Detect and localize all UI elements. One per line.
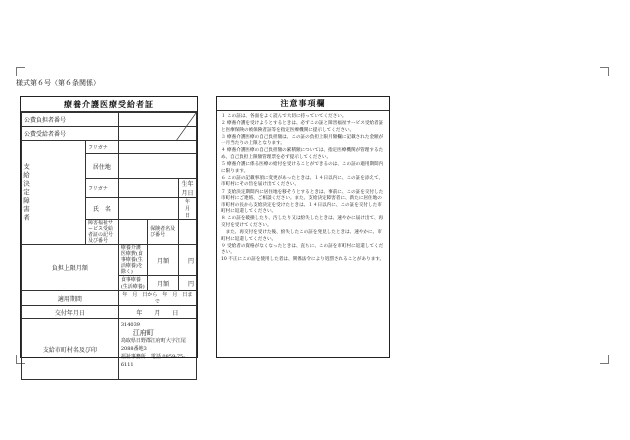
municipality-office: 福祉事務所 電話 0859-75-6111: [120, 354, 185, 368]
furigana2-label: フリガナ: [86, 179, 119, 198]
name-field: [118, 198, 178, 220]
note-item: また、再交付を受けた後、紛失したこの証を発見したときは、速やかに、市町村に返還してください。: [221, 230, 382, 242]
note-item: １ この証は、各面をよく読んで大切に持っていてください。: [221, 114, 347, 119]
crop-mark: [16, 67, 25, 76]
birthdate-label: 生年月日: [179, 179, 197, 198]
municipality-name: 江府町: [132, 329, 154, 337]
note-item: ７ 支給決定期間内に居住地を移そうとするときは、事前に、この証を交付した市町村にご連絡、ご相談ください。また、支給決定障害者に、新たに居住地の市町村の長から支給決定を受けたときは、１４日以内に、この証を交付した市町村に返還してください。: [221, 189, 384, 215]
furigana-field: [118, 141, 196, 154]
municipality-label: 支給市町村名及び印: [22, 319, 119, 380]
disability-id-field: [118, 220, 147, 245]
payer-number-label: 公費負担者番号: [22, 113, 119, 127]
disability-id-label: 障害福祉サービス受給者証の記号及び番号: [86, 220, 119, 245]
medical-fee-label: 療養介護医療費(食事療養(生活療養)を除く): [118, 245, 147, 276]
note-item: ９ 受給者の資格がなくなったときは、直ちに、この証を市町村に返還してください。: [221, 243, 384, 256]
certificate-title: 療養介護医療受給者証: [21, 97, 197, 112]
note-item: ６ この証の記載事項に変更があったときは、１４日以内に、この証を添えて、市町村にその旨を届け出てください。: [221, 175, 384, 188]
insurer-label: 保険者名及び番号: [148, 220, 179, 245]
monthly2-label: 月額: [148, 276, 179, 291]
municipality-address: 鳥取県日野郡江府町大字江尾2088番地3: [120, 338, 186, 352]
yen2-label: 円: [179, 276, 197, 291]
monthly-label: 月額: [148, 245, 179, 276]
certificate-table: [21, 112, 197, 380]
notes-title: 注意事項欄: [217, 97, 389, 111]
note-item: ４ 療養介護医療の自己負担額の累積額については、指定医療機関が管理するため、自己負担上限額管理票を必ず提示してください。: [221, 148, 384, 161]
valid-period-range: 年 月 日から 年 月 日まで: [118, 291, 196, 306]
crop-mark: [600, 355, 609, 364]
meal-fee-label: 食事療養(生活療養): [118, 276, 147, 291]
valid-period-label: 適用期間: [22, 291, 119, 306]
furigana-label: フリガナ: [86, 141, 119, 154]
certificate-card: [20, 96, 198, 368]
issue-date-label: 交付年月日: [22, 306, 119, 319]
birth-ymd: 年 月 日: [179, 198, 197, 220]
insurer-field: [179, 220, 197, 245]
address-field: [118, 154, 196, 179]
address-label: 居住地: [86, 154, 119, 179]
municipality-code: 314039: [120, 322, 140, 328]
note-item: ２ 療養介護を受けようとするときは、必ずこの証と障害福祉サービス受給者証と医療保険の被保険者証等を指定医療機関に提示してください。: [221, 121, 384, 133]
diagonal-line: [176, 113, 196, 141]
recipient-number-label: 公費受給者番号: [22, 127, 119, 141]
issue-date-value: 年 月 日: [118, 306, 196, 319]
notes-card: [216, 96, 390, 358]
form-number: 様式第６号（第６条関係）: [16, 79, 100, 87]
payer-number-field: [118, 113, 196, 127]
furigana2-field: [118, 179, 178, 198]
yen-label: 円: [179, 245, 197, 276]
note-item: ５ 療養介護に係る医療の給付を受けることができるのは、この証の適用期間内に限ります。: [221, 162, 384, 174]
note-item: ３ 療養介護医療の自己負担額は、この証の負担上限月額欄に記載された金額が一月当たりの上限となります。: [221, 134, 384, 147]
vertical-label-cell: [22, 141, 86, 245]
payment-limit-label: 負担上限月額: [22, 245, 119, 291]
note-item: 10 不正にこの証を使用した者は、関係法令により処罰されることがあります。: [221, 257, 385, 263]
recipient-vertical-label: 支給決定障害者: [22, 162, 30, 223]
note-item: ８ この証を破損したり、汚したり又は紛失したときは、速やかに届け出て、再交付を受けてください。: [221, 216, 384, 228]
name-label: 氏 名: [86, 198, 119, 220]
notes-list: [221, 114, 385, 264]
municipality-block: [118, 319, 196, 380]
crop-mark: [600, 67, 609, 76]
